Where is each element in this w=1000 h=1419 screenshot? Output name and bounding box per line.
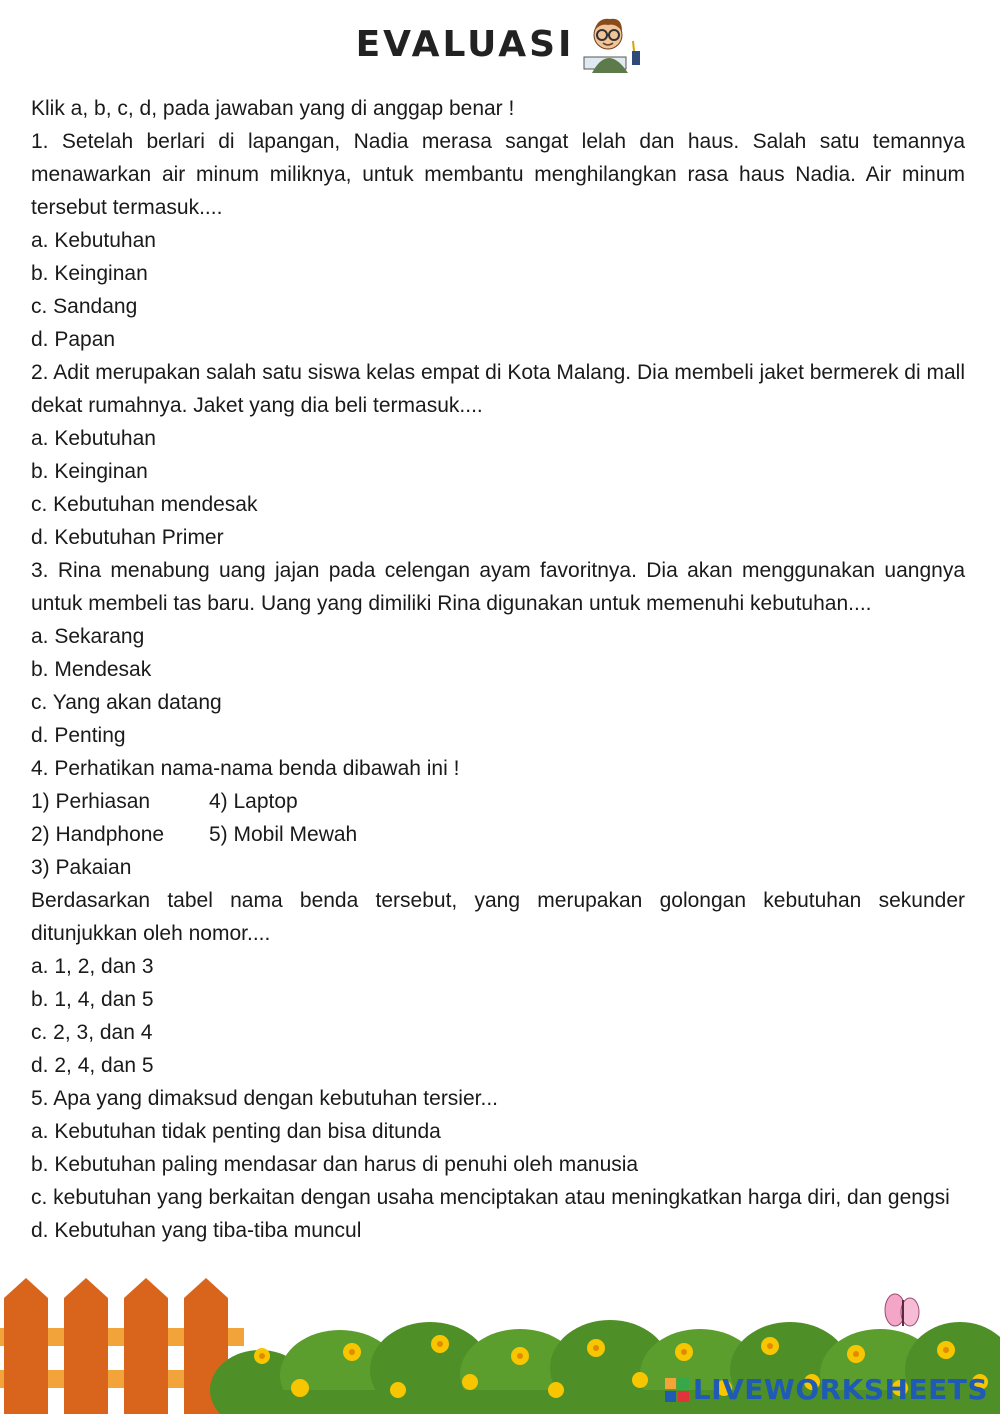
question-4-text: 4. Perhatikan nama-nama benda dibawah ini ! <box>31 757 460 780</box>
q2-option-c[interactable]: c. Kebutuhan mendesak <box>31 493 258 516</box>
q3-option-a[interactable]: a. Sekarang <box>31 625 145 648</box>
q4-item-1: 1) Perhiasan <box>31 790 151 813</box>
q3-option-c[interactable]: c. Yang akan datang <box>31 691 222 714</box>
butterfly-icon <box>885 1294 919 1326</box>
question-3-text: 3. Rina menabung uang jajan pada celengan ayam favoritnya. Dia akan menggunakan uangnya untuk membeli tas baru. Uang yang dimiliki Rina digunakan untuk memenuhi kebutuhan.... <box>31 559 965 615</box>
fence-post-icon <box>4 1278 48 1414</box>
q1-option-b[interactable]: b. Keinginan <box>31 262 148 285</box>
worksheet-content <box>31 92 965 1247</box>
question-2-text: 2. Adit merupakan salah satu siswa kelas empat di Kota Malang. Dia membeli jaket bermerek di mall dekat rumahnya. Jaket yang dia beli termasuk.... <box>31 361 965 417</box>
q4-item-row-2 <box>31 818 965 851</box>
liveworksheets-logo-icon <box>665 1378 689 1402</box>
q4-option-d[interactable]: d. 2, 4, dan 5 <box>31 1054 154 1077</box>
question-1-text: 1. Setelah berlari di lapangan, Nadia merasa sangat lelah dan haus. Salah satu temannya menawarkan air minum miliknya, untuk membantu menghilangkan rasa haus Nadia. Air minum tersebut termasuk.... <box>31 130 965 219</box>
fence-post-icon <box>124 1278 168 1414</box>
q2-option-d[interactable]: d. Kebutuhan Primer <box>31 526 224 549</box>
q1-option-a[interactable]: a. Kebutuhan <box>31 229 156 252</box>
q3-option-b[interactable]: b. Mendesak <box>31 658 152 681</box>
q5-option-a[interactable]: a. Kebutuhan tidak penting dan bisa ditunda <box>31 1120 441 1143</box>
q2-option-b[interactable]: b. Keinginan <box>31 460 148 483</box>
q5-option-b[interactable]: b. Kebutuhan paling mendasar dan harus di penuhi oleh manusia <box>31 1153 639 1176</box>
q1-option-c[interactable]: c. Sandang <box>31 295 138 318</box>
question-4-prompt: Berdasarkan tabel nama benda tersebut, yang merupakan golongan kebutuhan sekunder ditunjukkan oleh nomor.... <box>31 889 965 945</box>
brand-name: LIVEWORKSHEETS <box>692 1373 988 1406</box>
page-title: EVALUASI <box>355 23 575 65</box>
liveworksheets-logo <box>665 1373 988 1406</box>
header <box>0 14 1000 74</box>
q4-item-5: 5) Mobil Mewah <box>209 823 358 846</box>
q4-item-2: 2) Handphone <box>31 823 165 846</box>
q4-item-row-1 <box>31 785 965 818</box>
instruction-text: Klik a, b, c, d, pada jawaban yang di anggap benar ! <box>31 97 515 120</box>
q2-option-a[interactable]: a. Kebutuhan <box>31 427 156 450</box>
q4-item-3: 3) Pakaian <box>31 856 132 879</box>
footer-decoration <box>0 1270 1000 1414</box>
q4-option-b[interactable]: b. 1, 4, dan 5 <box>31 988 154 1011</box>
q5-option-c[interactable]: c. kebutuhan yang berkaitan dengan usaha menciptakan atau meningkatkan harga diri, dan gengsi <box>31 1186 950 1209</box>
q4-option-c[interactable]: c. 2, 3, dan 4 <box>31 1021 153 1044</box>
q5-option-d[interactable]: d. Kebutuhan yang tiba-tiba muncul <box>31 1219 362 1242</box>
fence-post-icon <box>64 1278 108 1414</box>
student-mascot-icon <box>578 13 644 75</box>
q4-item-4: 4) Laptop <box>209 790 298 813</box>
q1-option-d[interactable]: d. Papan <box>31 328 116 351</box>
q4-option-a[interactable]: a. 1, 2, dan 3 <box>31 955 154 978</box>
question-5-text: 5. Apa yang dimaksud dengan kebutuhan tersier... <box>31 1087 498 1110</box>
q3-option-d[interactable]: d. Penting <box>31 724 126 747</box>
